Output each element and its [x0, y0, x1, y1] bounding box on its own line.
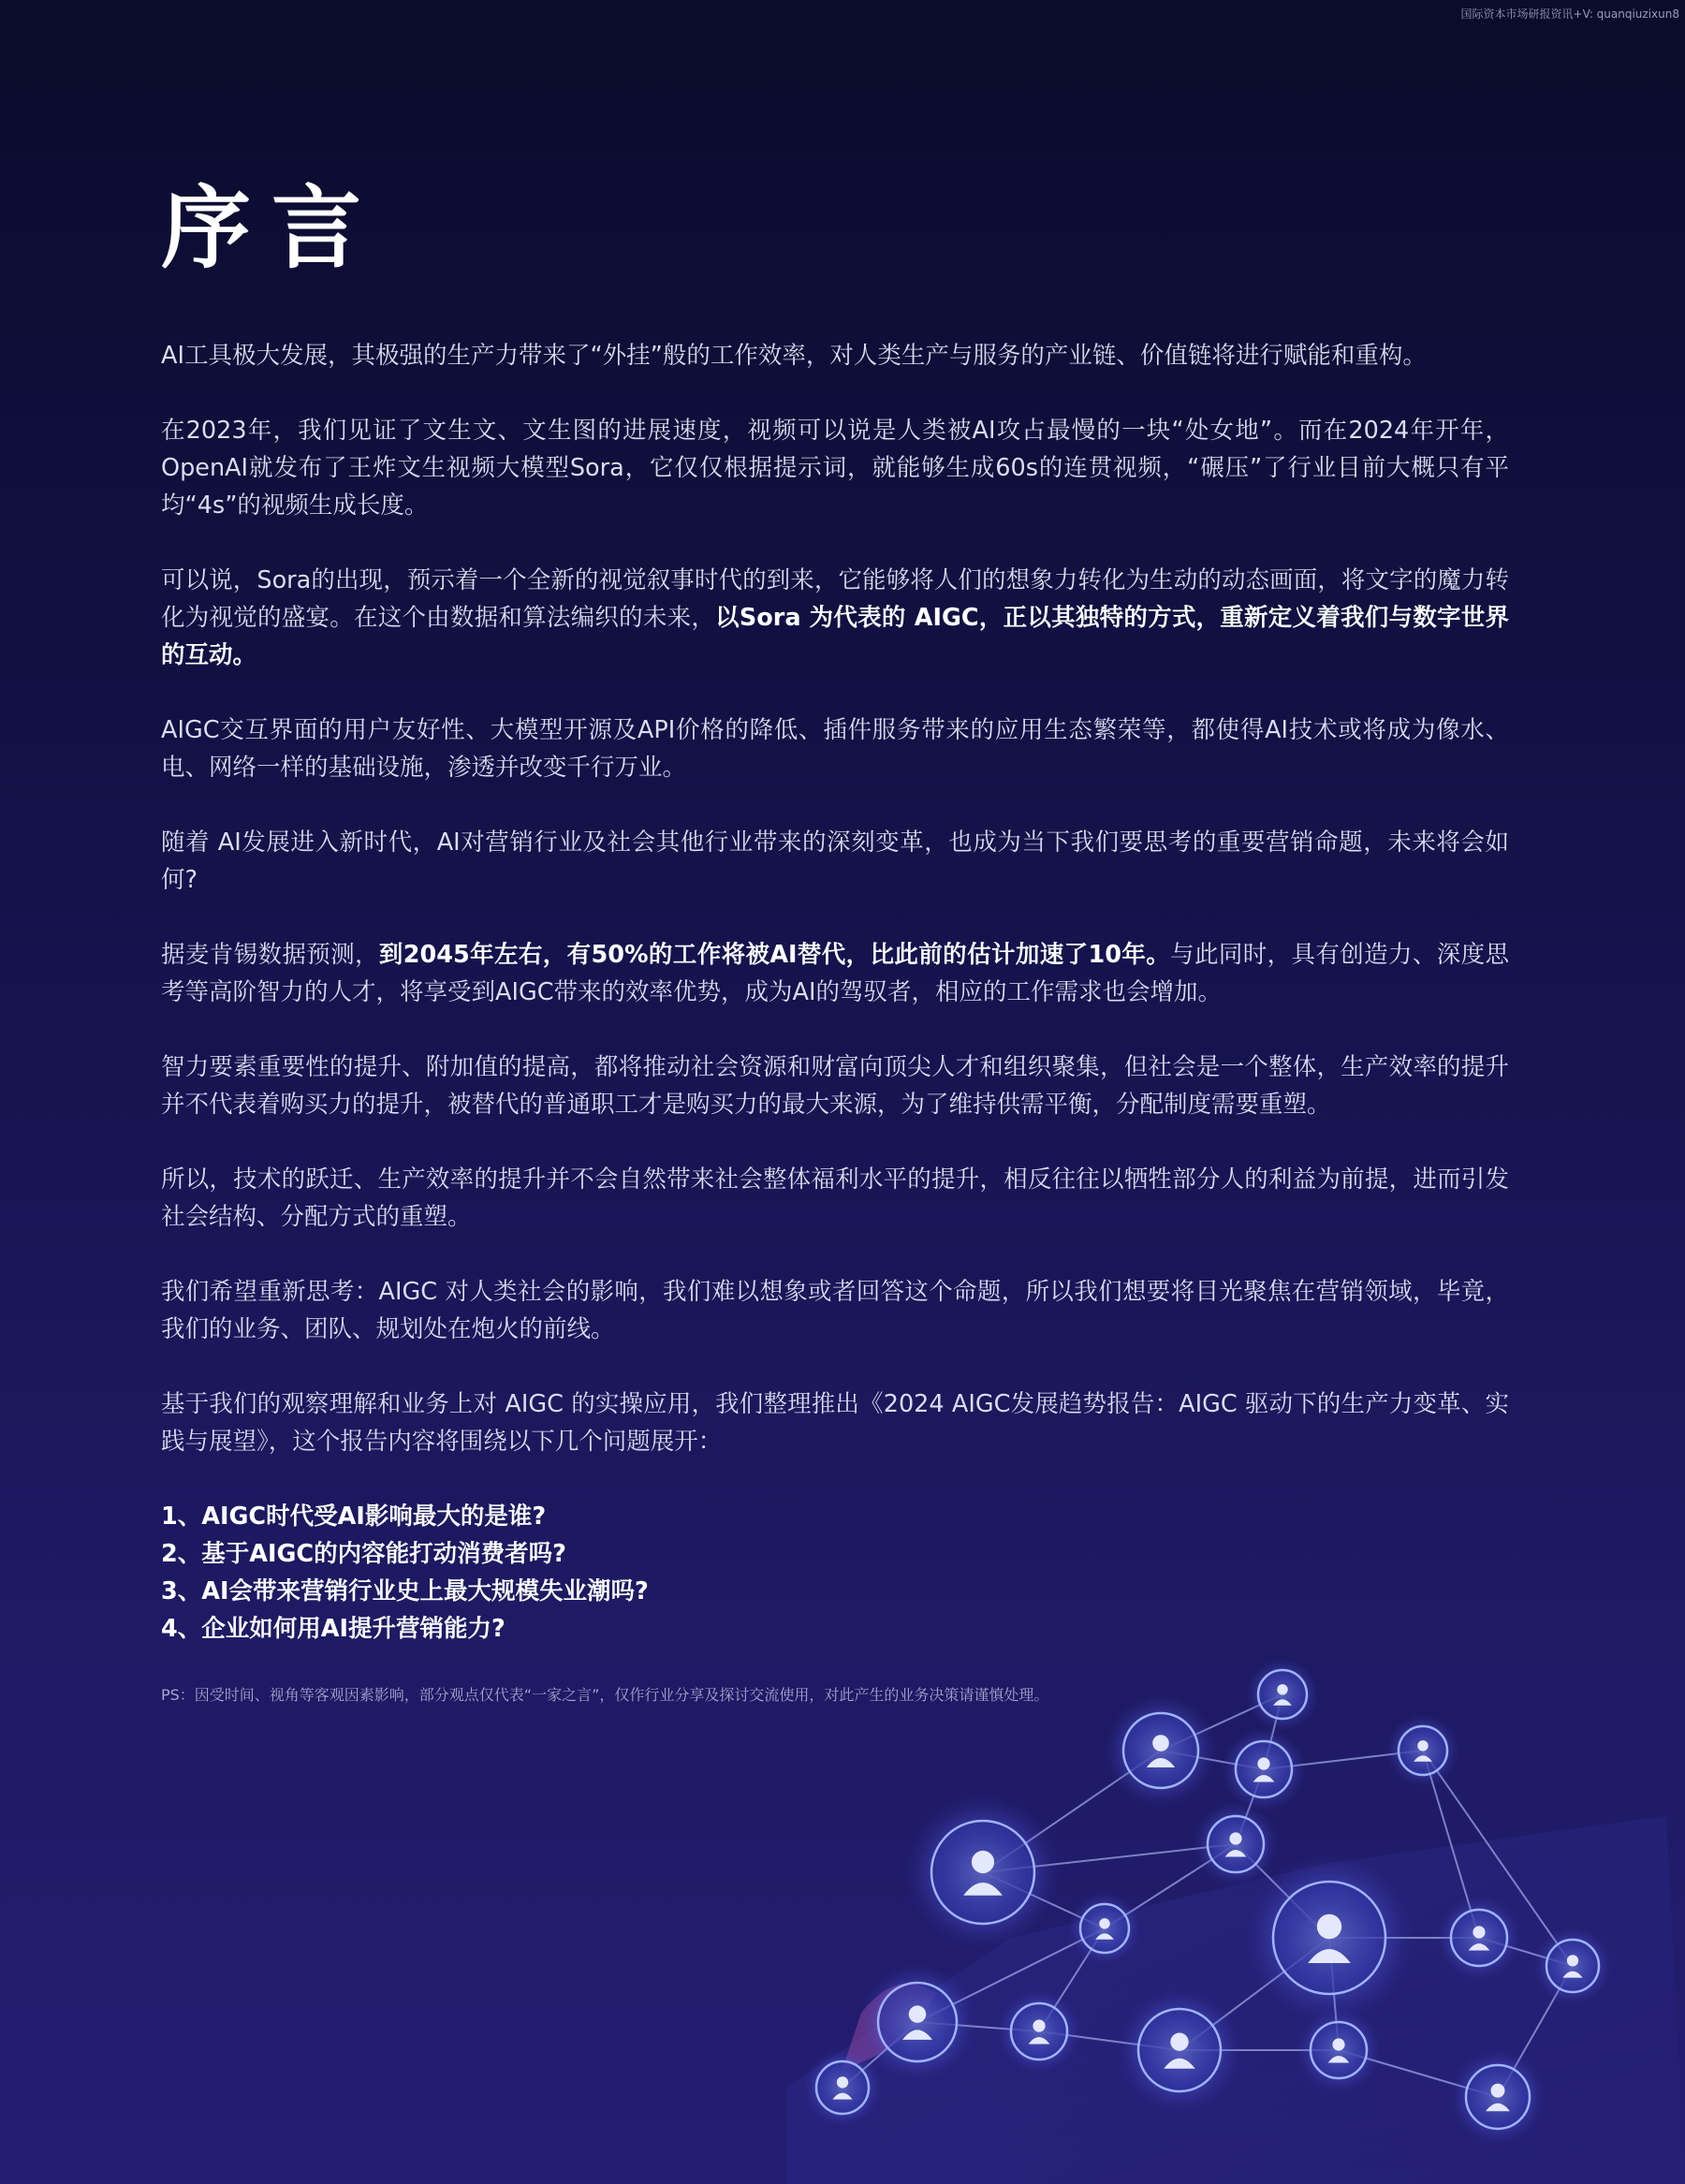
network-node-icon: [1222, 1727, 1306, 1811]
network-node-icon: [997, 1989, 1081, 2074]
paragraph-text: 所以，技术的跃迁、生产效率的提升并不会自然带来社会整体福利水平的提升，相反往往以牺牲部分人的利益为前提，进而引发社会结构、分配方式的重塑。: [161, 1165, 1509, 1231]
network-node-icon: [858, 1963, 976, 2081]
page-title: 序言: [161, 176, 382, 281]
question-list: [161, 1498, 1509, 1648]
network-node-icon: [1246, 1658, 1319, 1731]
question-item: 3、AI会带来营销行业史上最大规模失业潮吗?: [161, 1577, 649, 1605]
paragraph: [161, 824, 1509, 899]
ps-note: PS：因受时间、视角等客观因素影响，部分观点仅代表“一家之言”，仅作行业分享及探讨交流使用，对此产生的业务决策请谨慎处理。: [161, 1686, 1049, 1704]
question-item: 4、企业如何用AI提升营销能力?: [161, 1615, 506, 1643]
paragraph-text: 基于我们的观察理解和业务上对 AIGC 的实操应用，我们整理推出《2024 AIGC发展趋势报告：AIGC 驱动下的生产力变革、实践与展望》，这个报告内容将围绕以下几个问题展开：: [161, 1390, 1509, 1456]
paragraph: [161, 711, 1509, 786]
paragraph: [161, 1385, 1509, 1460]
paragraph-bold-text: 到2045年左右，有50%的工作将被AI替代，比此前的估计加速了10年。: [378, 941, 1171, 969]
paragraph-text: 随着 AI发展进入新时代，AI对营销行业及社会其他行业带来的深刻变革，也成为当下我们要思考的重要营销命题，未来将会如何?: [161, 828, 1509, 894]
paragraph-text: 可以说，Sora的出现，预示着一个全新的视觉叙事时代的到来，它能够将人们的想象力转化为生动的动态画面，将文字的魔力转化为视觉的盛宴。在这个由数据和算法编织的未来，: [161, 566, 1509, 632]
question-item: 2、基于AIGC的内容能打动消费者吗?: [161, 1540, 566, 1568]
paragraph: [161, 1273, 1509, 1348]
paragraph: [161, 562, 1509, 674]
network-node-icon: [1245, 1854, 1414, 2022]
main-content: [161, 337, 1509, 1706]
network-node-icon: [803, 2048, 882, 2127]
paragraph-text: 我们希望重新思考：AIGC 对人类社会的影响，我们难以想象或者回答这个命题，所以我们想要将目光聚焦在营销领域，毕竟，我们的业务、团队、规划处在炮火的前线。: [161, 1278, 1509, 1343]
paragraph-text: AI工具极大发展，其极强的生产力带来了“外挂”般的工作效率，对人类生产与服务的产业链、价值链将进行赋能和重构。: [161, 342, 1427, 370]
network-node-icon: [1194, 1802, 1278, 1886]
network-node-icon: [1105, 1694, 1217, 1807]
network-node-icon: [1118, 1988, 1241, 2112]
question-item: 1、AIGC时代受AI影响最大的是谁?: [161, 1502, 547, 1531]
paragraph-text: 智力要素重要性的提升、附加值的提高，都将推动社会资源和财富向顶尖人才和组织聚集，但社会是一个整体，生产效率的提升并不代表着购买力的提升，被替代的普通职工才是购买力的最大来源，为了维持供需平衡，分配制度需要重塑。: [161, 1053, 1509, 1119]
paragraph-list: [161, 337, 1509, 1460]
paragraph-text: AIGC交互界面的用户友好性、大模型开源及API价格的降低、插件服务带来的应用生态繁荣等，都使得AI技术或将成为像水、电、网络一样的基础设施，渗透并改变千行万业。: [161, 716, 1509, 782]
paragraph: [161, 1161, 1509, 1236]
network-node-icon: [1533, 1927, 1612, 2005]
watermark: 国际资本市场研报资讯+V: quanqiuzixun8: [1460, 7, 1679, 21]
paragraph-text: 在2023年，我们见证了文生文、文生图的进展速度，视频可以说是人类被AI攻占最慢的一块“处女地”。而在2024年开年，OpenAI就发布了王炸文生视频大模型Sora，它仅仅根据提示词，就能够生成60s的连贯视频，“碾压”了行业目前大概只有平均“4s”的视频生成长度。: [161, 417, 1509, 520]
paragraph-bold-text: 以Sora 为代表的 AIGC，正以其独特的方式，重新定义着我们与数字世界的互动。: [161, 604, 1509, 669]
paragraph-text: 据麦肯锡数据预测，: [161, 941, 379, 969]
network-node-icon: [1068, 1892, 1141, 1965]
network-node-icon: [1386, 1714, 1459, 1787]
paragraph: [161, 936, 1509, 1011]
paragraph: [161, 1048, 1509, 1123]
network-node-icon: [1437, 1896, 1521, 1980]
network-node-icon: [906, 1796, 1061, 1950]
network-node-icon: [1450, 2049, 1546, 2145]
paragraph: [161, 337, 1509, 374]
paragraph: [161, 412, 1509, 524]
paragraph-text: 与此同时，具有创造力、深度思考等高阶智力的人才，将享受到AIGC带来的效率优势，成为AI的驾驭者，相应的工作需求也会增加。: [161, 941, 1509, 1006]
network-nodes-illustration: [730, 1657, 1685, 2184]
network-node-icon: [1297, 2008, 1381, 2092]
